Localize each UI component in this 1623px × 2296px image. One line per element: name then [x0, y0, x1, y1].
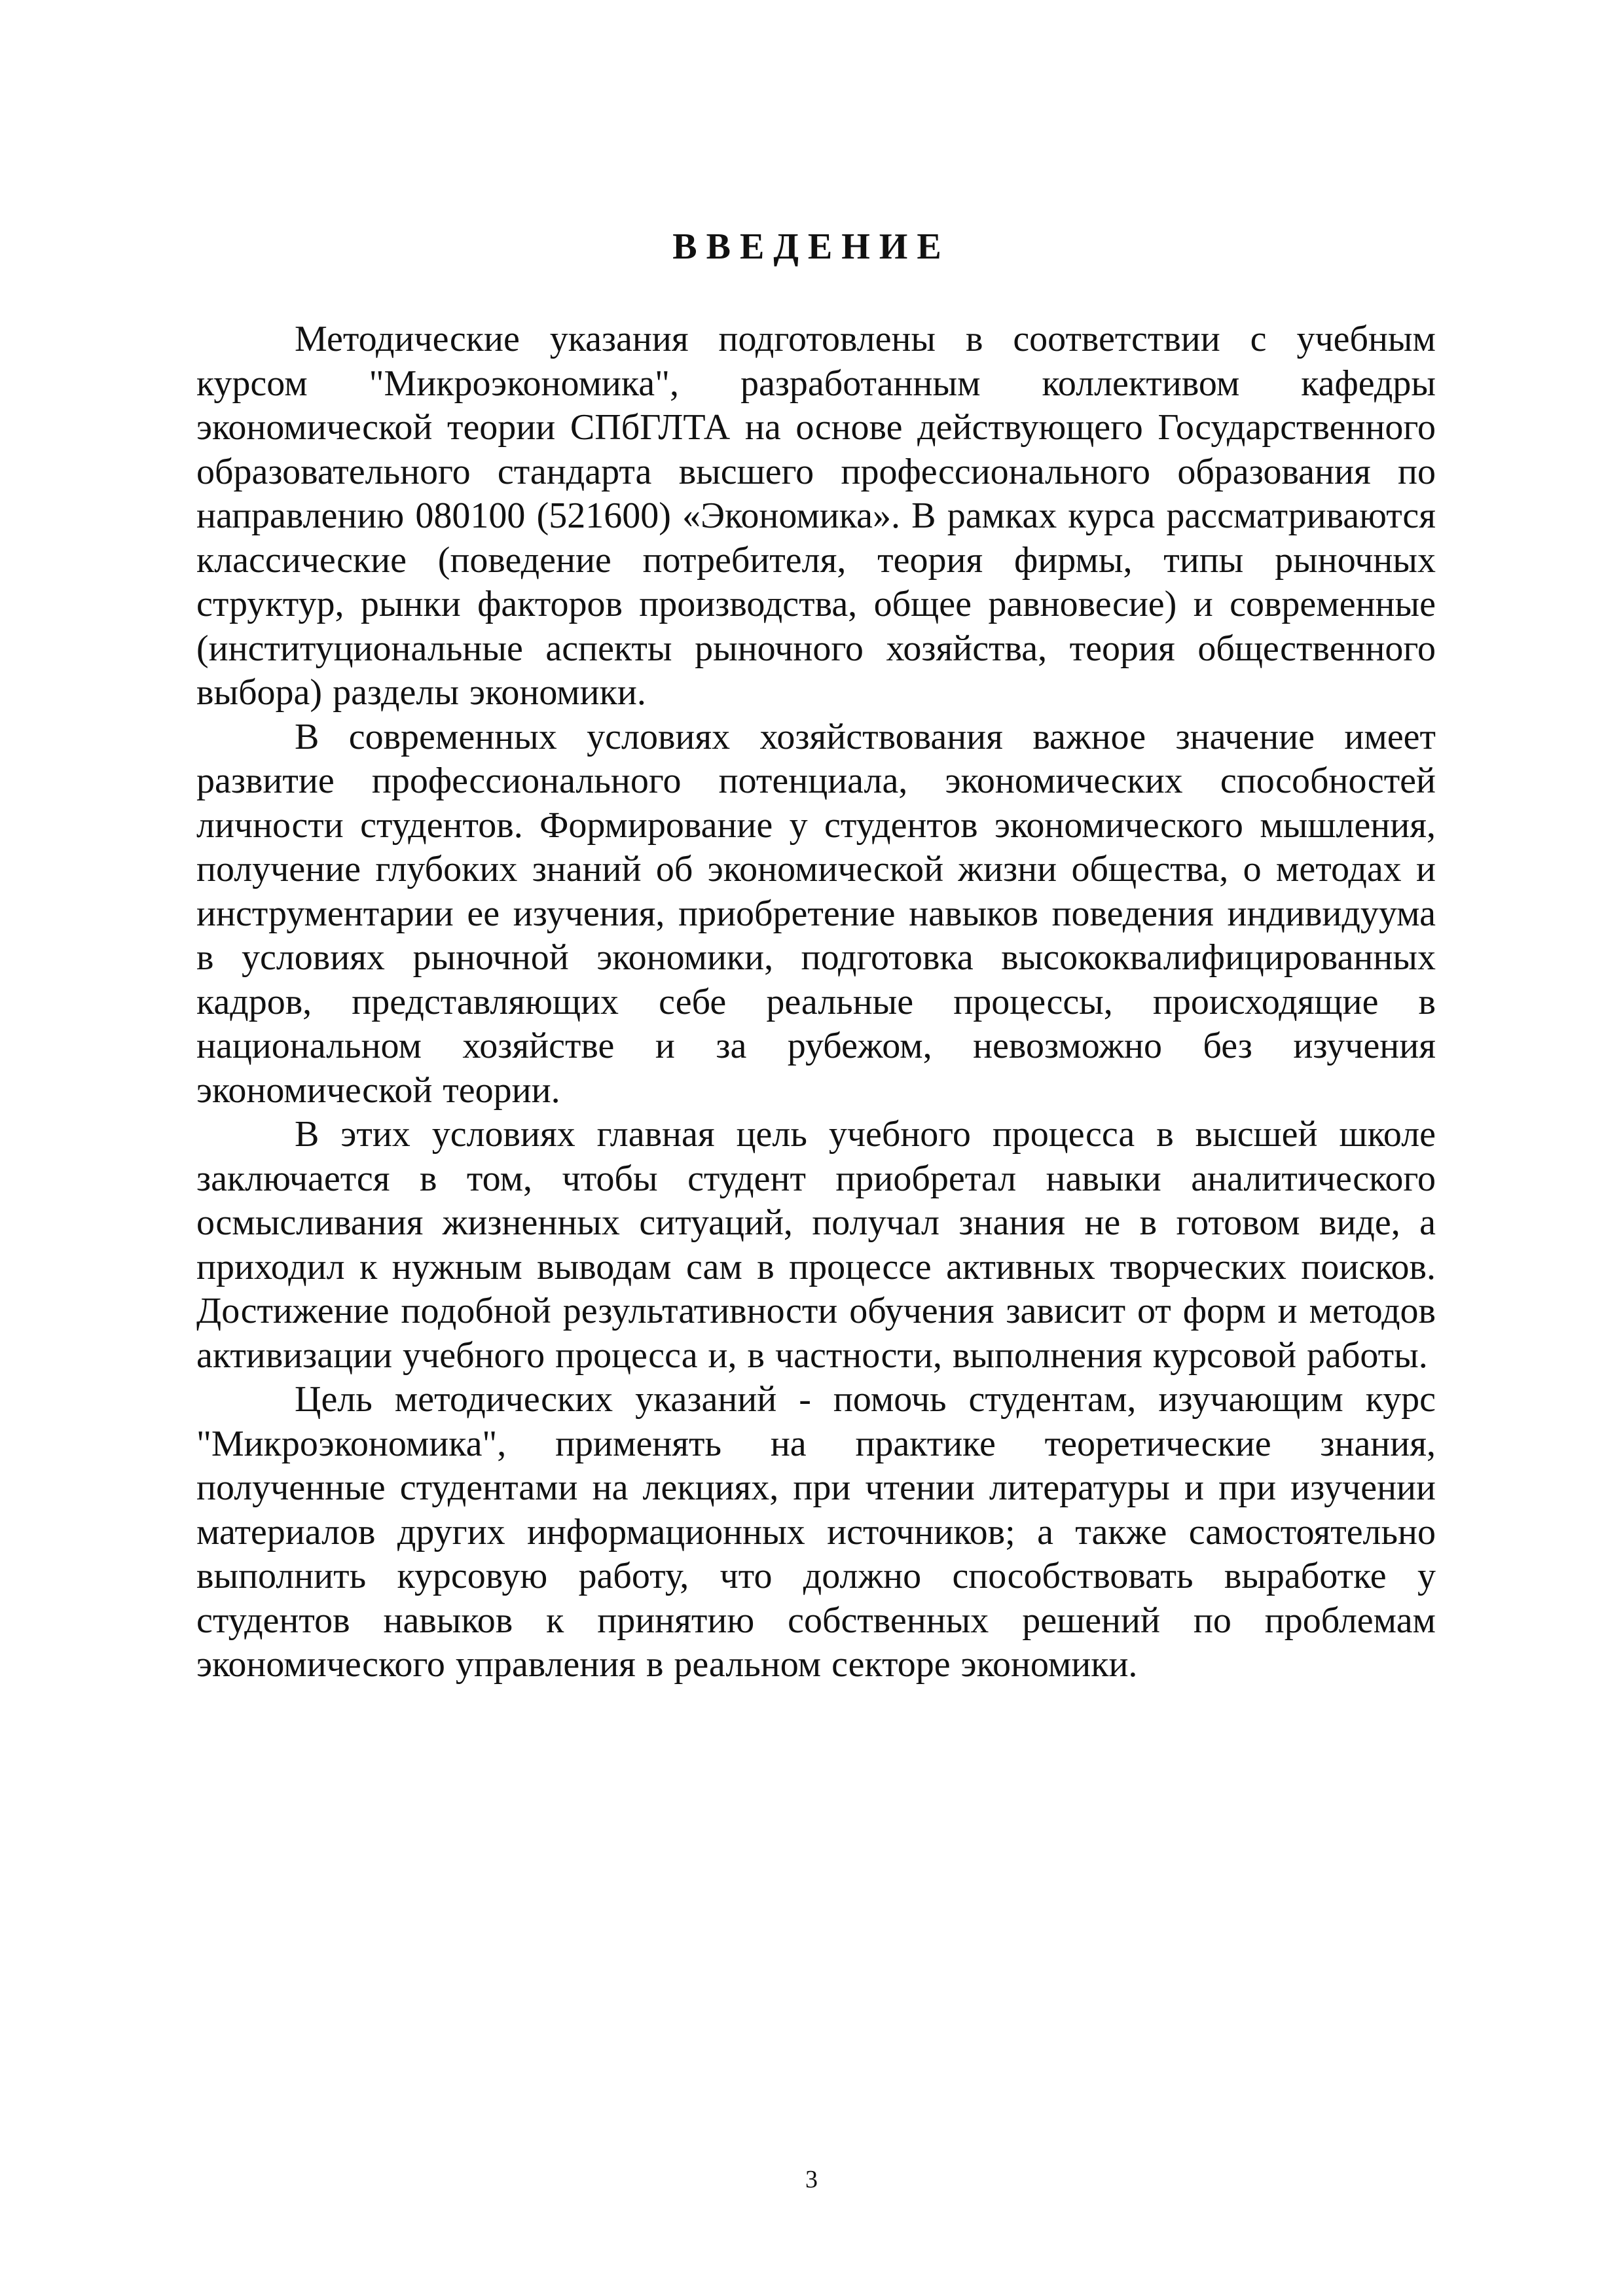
paragraph-2: В современных условиях хозяйствования важное значение имеет развитие профессионального потенциала, экономических способностей личности студентов. Формирование у студентов экономического мышления, получение глубоких знаний об экономической жизни общества, о методах и инструментарии ее изучения, приобретение навыков поведения индивидуума в условиях рыночной экономики, подготовка высококвалифицированных кадров, представляющих себе реальные процессы, происходящие в национальном хозяйстве и за рубежом, невозможно без изучения экономической теории. — [196, 716, 1436, 1111]
paragraph-1: Методические указания подготовлены в соответствии с учебным курсом "Микроэкономика", разработанным коллективом кафедры экономической теории СПбГЛТА на основе действующего Государственного образовательного стандарта высшего профессионального образования по направлению 080100 (521600) «Экономика». В рамках курса рассматриваются классические (поведение потребителя, теория фирмы, типы рыночных структур, рынки факторов производства, общее равновесие) и современные (институциональные аспекты рыночного хозяйства, теория общественного выбора) разделы экономики. — [196, 319, 1436, 713]
page-number: 3 — [805, 2166, 818, 2193]
page-title: ВВЕДЕНИЕ — [672, 226, 951, 267]
body-text — [196, 317, 1436, 1687]
paragraph-4: Цель методических указаний - помочь студентам, изучающим курс "Микроэкономика", применять на практике теоретические знания, полученные студентами на лекциях, при чтении литературы и при изучении материалов других информационных источников; а также самостоятельно выполнить курсовую работу, что должно способствовать выработке у студентов навыков к принятию собственных решений по проблемам экономического управления в реальном секторе экономики. — [196, 1379, 1436, 1685]
paragraph-3: В этих условиях главная цель учебного процесса в высшей школе заключается в том, чтобы студент приобретал навыки аналитического осмысливания жизненных ситуаций, получал знания не в готовом виде, а приходил к нужным выводам сам в процессе активных творческих поисков. Достижение подобной результативности обучения зависит от форм и методов активизации учебного процесса и, в частности, выполнения курсовой работы. — [196, 1114, 1436, 1376]
